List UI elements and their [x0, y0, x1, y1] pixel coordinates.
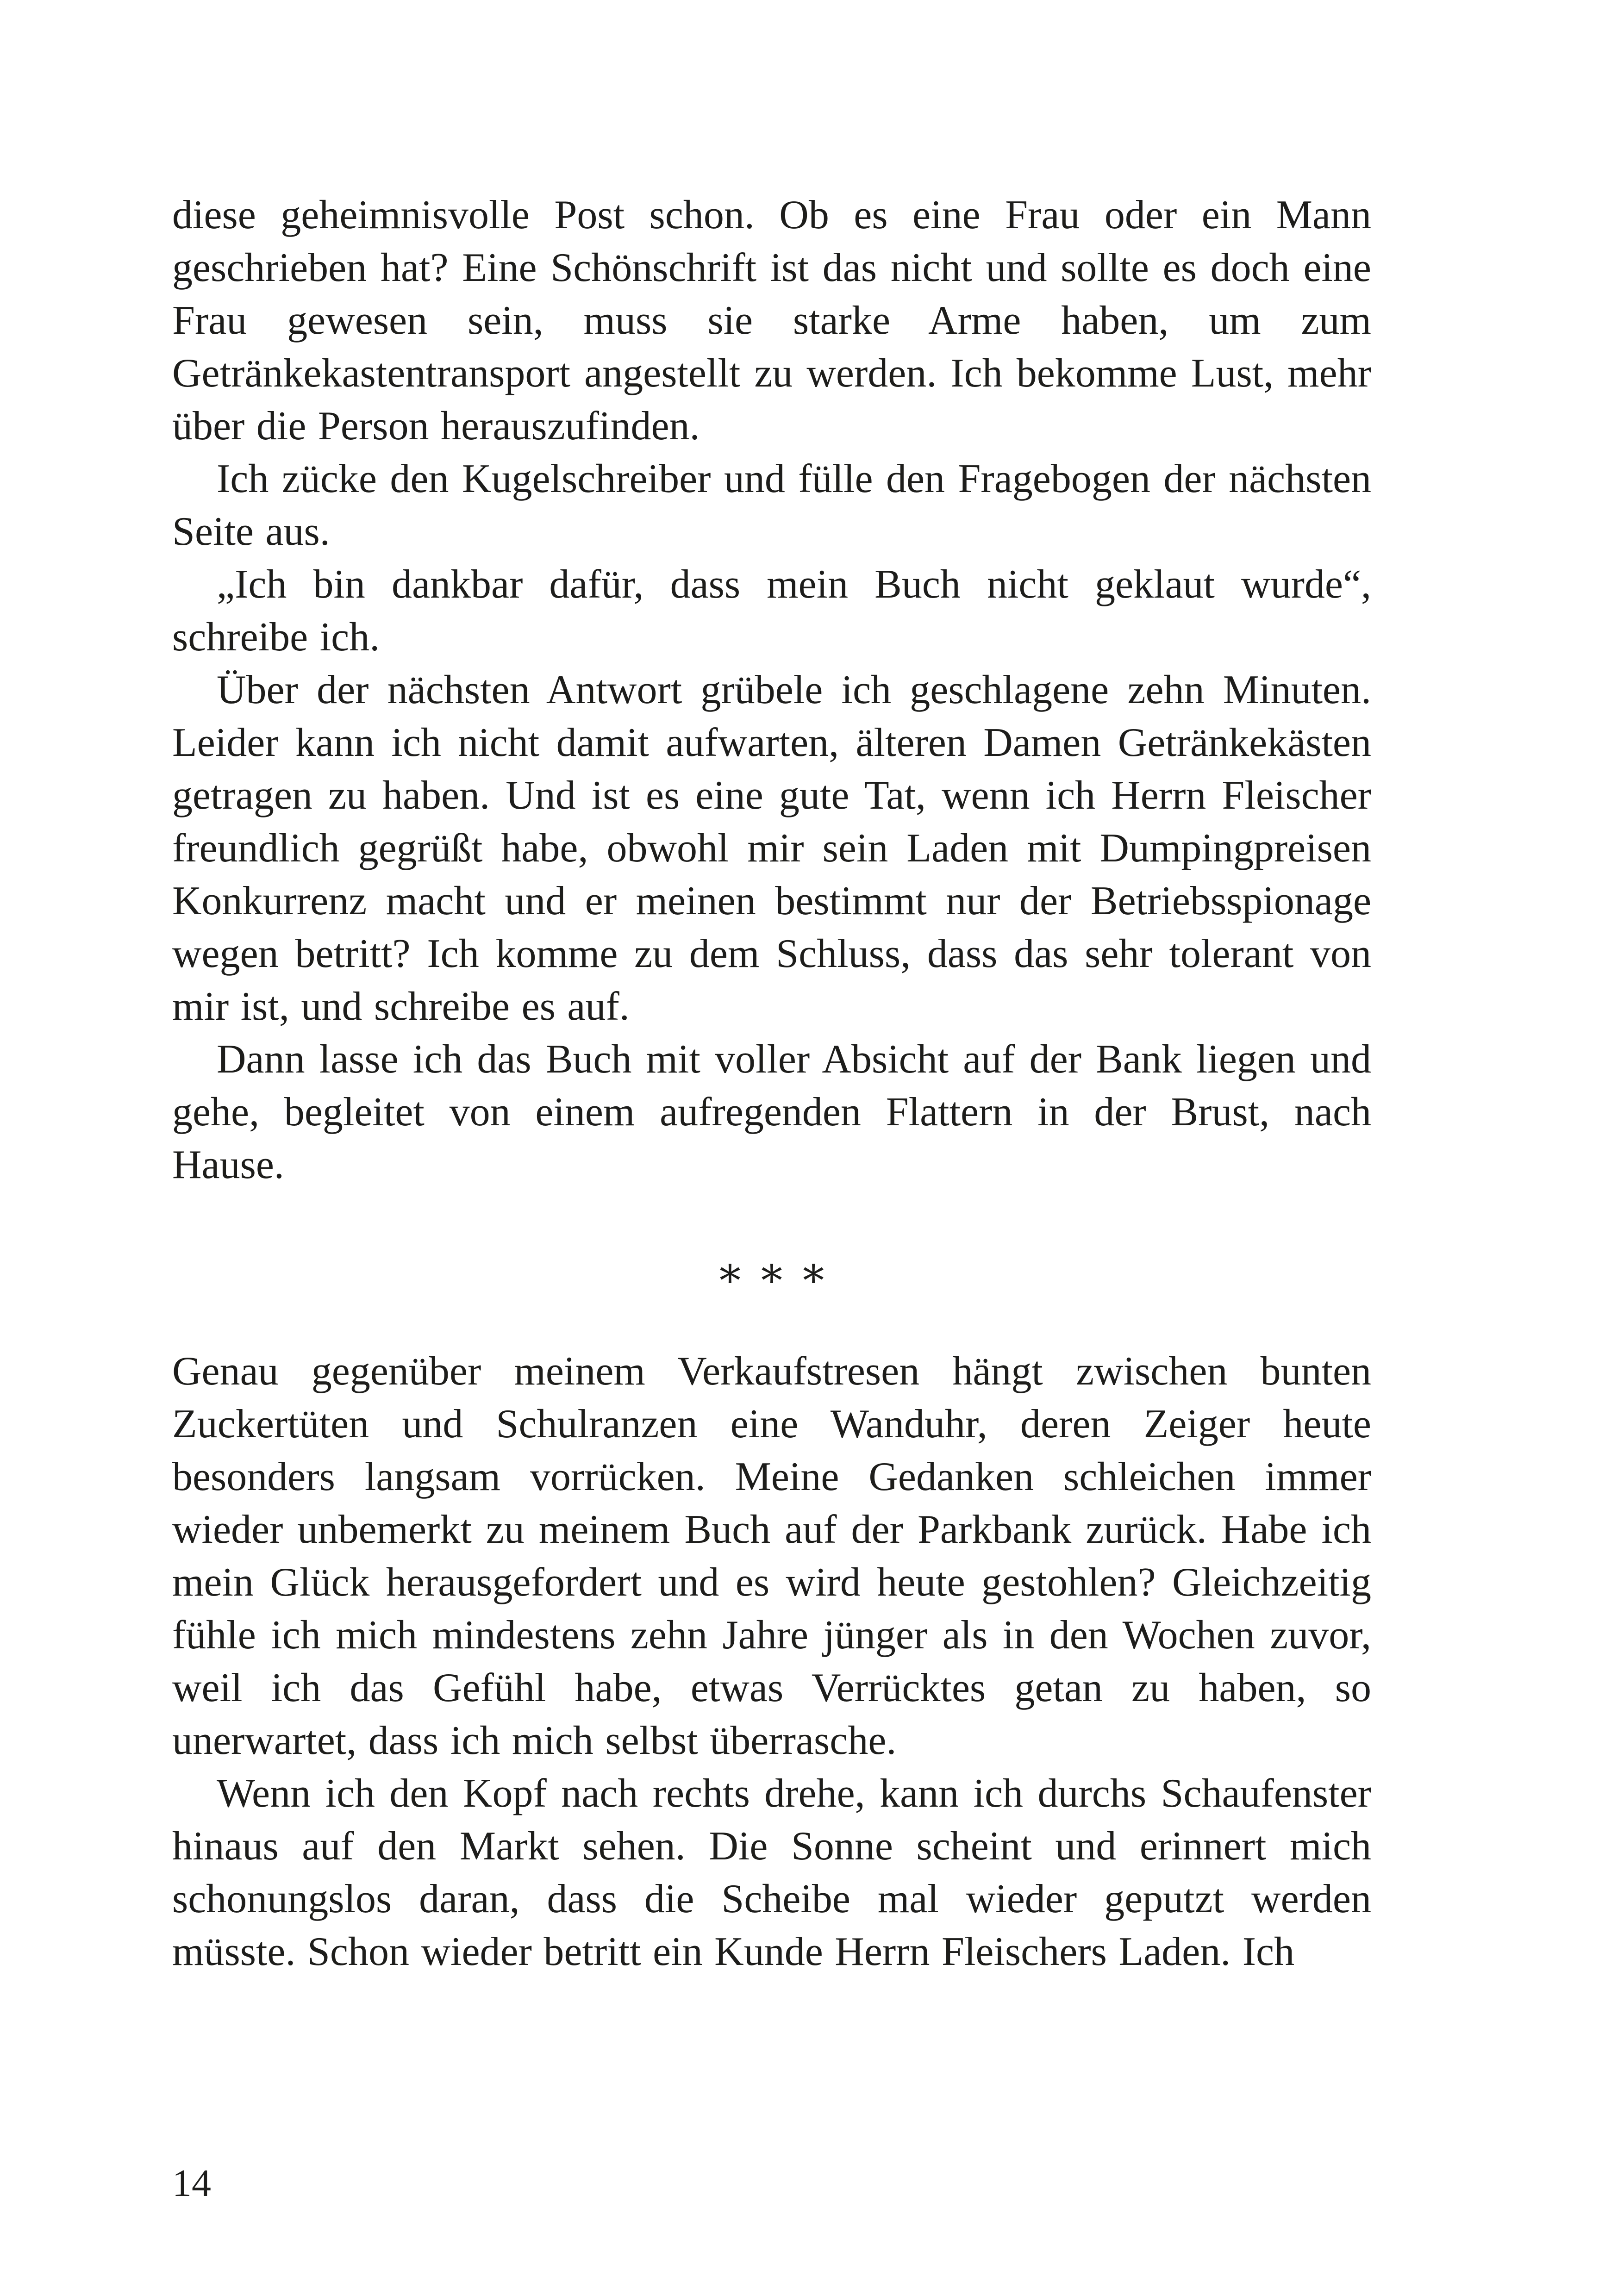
paragraph: Dann lasse ich das Buch mit voller Absicht auf der Bank liegen und gehe, begleitet von einem aufregenden Flattern in der Brust, nach Hause. [172, 1037, 1371, 1187]
paragraph-section-start: Genau gegenüber meinem Verkaufstresen hängt zwischen bunten Zuckertüten und Schulranzen eine Wanduhr, deren Zeiger heute besonders langsam vorrücken. Meine Gedanken schleichen immer wieder unbemerkt zu meinem Buch auf der Parkbank zurück. Habe ich mein Glück herausgefordert und es wird heute gestohlen? Gleichzeitig fühle ich mich mindestens zehn Jahre jünger als in den Wochen zuvor, weil ich das Gefühl habe, etwas Verrücktes getan zu haben, so unerwartet, dass ich mich selbst überrasche. [172, 1349, 1371, 1763]
page-footer [172, 2157, 211, 2210]
paragraph-continuation: diese geheimnisvolle Post schon. Ob es eine Frau oder ein Mann geschrieben hat? Eine Schönschrift ist das nicht und sollte es doch eine Frau gewesen sein, muss sie starke Arme haben, um zum Getränkekastentransport angestellt zu werden. Ich bekomme Lust, mehr über die Person herauszufinden. [172, 193, 1371, 449]
separator-asterisks: ∗∗∗ [715, 1249, 841, 1296]
section-separator [172, 1191, 1371, 1345]
paragraph: Ich zücke den Kugelschreiber und fülle den Fragebogen der nächsten Seite aus. [172, 456, 1371, 554]
page-number: 14 [172, 2162, 211, 2205]
paragraph-quote: „Ich bin dankbar dafür, dass mein Buch nicht geklaut wurde“, schreibe ich. [172, 562, 1371, 660]
paragraph: Wenn ich den Kopf nach rechts drehe, kann ich durchs Schaufenster hinaus auf den Markt sehen. Die Sonne scheint und erinnert mich schonungslos daran, dass die Scheibe mal wieder geputzt werden müsste. Schon wieder betritt ein Kunde Herrn Fleischers Laden. Ich [172, 1771, 1371, 1974]
text-block [172, 189, 1371, 1978]
paragraph: Über der nächsten Antwort grübele ich geschlagene zehn Minuten. Leider kann ich nicht damit aufwarten, älteren Damen Getränkekästen getragen zu haben. Und ist es eine gute Tat, wenn ich Herrn Fleischer freundlich gegrüßt habe, obwohl mir sein Laden mit Dumpingpreisen Konkurrenz macht und er meinen bestimmt nur der Betriebsspionage wegen betritt? Ich komme zu dem Schluss, dass das sehr tolerant von mir ist, und schreibe es auf. [172, 667, 1371, 1029]
